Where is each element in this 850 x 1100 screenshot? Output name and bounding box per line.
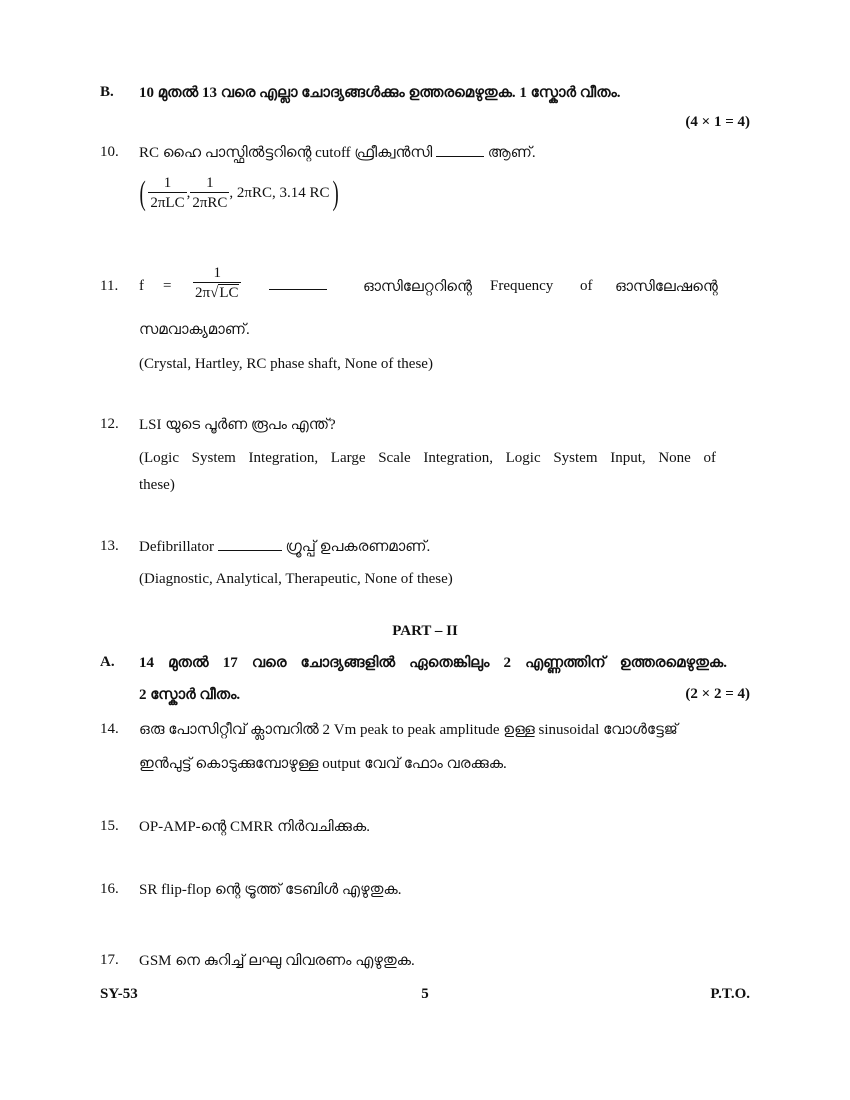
question-12-text: LSI യുടെ പൂർണ രൂപം എന്ത്? bbox=[139, 417, 336, 433]
section-b-marks: (4 × 1 = 4) bbox=[685, 114, 750, 130]
question-14-number: 14. bbox=[100, 721, 119, 737]
question-12-options-line-1: (Logic System Integration, Large Scale Integration, Logic System Input, None of bbox=[139, 450, 716, 466]
option-fraction-2: $\frac{1}{\text{2πRC}}$ bbox=[192, 175, 228, 211]
section-a-label: A. bbox=[100, 654, 115, 670]
question-10-number: 10. bbox=[100, 144, 119, 160]
question-17-number: 17. bbox=[100, 952, 119, 968]
section-a-instruction: 14 മുതൽ 17 വരെ ചോദ്യങ്ങളിൽ ഏതെങ്കിലും 2 എണ്ണത്തിന് ഉത്തരമെഴുതുക. bbox=[139, 655, 727, 671]
section-b-label: B. bbox=[100, 84, 114, 100]
question-11-word-2: Frequency bbox=[490, 278, 554, 294]
footer-pto: P.T.O. bbox=[710, 986, 750, 1002]
question-11-word-3: of bbox=[580, 278, 593, 294]
question-16-number: 16. bbox=[100, 881, 119, 897]
formula-fraction: $\frac{1}{2\pi√LC}$ bbox=[193, 264, 241, 303]
question-12-number: 12. bbox=[100, 416, 119, 432]
formula-f: f bbox=[139, 278, 144, 294]
question-15-text: OP-AMP-ന്റെ CMRR നിർവചിക്കുക. bbox=[139, 819, 370, 835]
answer-blank bbox=[269, 278, 327, 295]
section-a-score: 2 സ്കോർ വീതം. bbox=[139, 687, 241, 703]
question-13-text: Defibrillator ഗ്രൂപ്പ് ഉപകരണമാണ്. bbox=[139, 539, 431, 555]
answer-blank bbox=[436, 155, 484, 157]
question-10-text: RC ഹൈ പാസ്ഫിൽട്ടറിന്റെ cutoff ഫ്രീക്വൻസി ആണ്. bbox=[139, 145, 536, 161]
question-17-text: GSM നെ കുറിച്ച് ലഘു വിവരണം എഴുതുക. bbox=[139, 953, 415, 969]
question-14-line-1: ഒരു പോസിറ്റീവ് ക്ലാമ്പറിൽ 2 Vm peak to peak amplitude ഉള്ള sinusoidal വോൾട്ടേജ് bbox=[139, 722, 678, 738]
question-11-word-4: ഓസിലേഷന്റെ bbox=[615, 279, 718, 295]
question-11-number: 11. bbox=[100, 278, 119, 294]
answer-blank bbox=[218, 549, 282, 551]
formula-equals: = bbox=[163, 278, 172, 294]
question-10-options: ( $\frac{1}{\text{2πLC}}$ , $\frac{1}{\text{2πRC}}$ , 2πRC, 3.14 RC) bbox=[139, 174, 339, 212]
question-14-line-2: ഇൻപുട്ട് കൊടുക്കുമ്പോഴുള്ള output വേവ് ഫോം വരക്കുക. bbox=[139, 756, 507, 772]
section-b-instruction: 10 മുതൽ 13 വരെ എല്ലാ ചോദ്യങ്ങൾക്കും ഉത്തരമെഴുതുക. 1 സ്കോർ വീതം. bbox=[139, 85, 621, 101]
page-number: 5 bbox=[421, 986, 429, 1002]
question-16-text: SR flip-flop ന്റെ ട്രൂത്ത് ടേബിൾ എഴുതുക. bbox=[139, 882, 402, 898]
footer-code: SY-53 bbox=[100, 986, 138, 1002]
open-paren: ( bbox=[139, 174, 146, 212]
question-13-number: 13. bbox=[100, 538, 119, 554]
question-11-options: (Crystal, Hartley, RC phase shaft, None of these) bbox=[139, 356, 433, 372]
question-13-options: (Diagnostic, Analytical, Therapeutic, None of these) bbox=[139, 571, 453, 587]
close-paren: ) bbox=[332, 174, 339, 212]
question-11-line-2: സമവാക്യമാണ്. bbox=[139, 322, 250, 338]
part-title: PART – II bbox=[392, 623, 458, 639]
question-12-options-line-2: these) bbox=[139, 477, 175, 493]
option-fraction-1: $\frac{1}{\text{2πLC}}$ bbox=[150, 175, 185, 211]
question-15-number: 15. bbox=[100, 818, 119, 834]
section-a-marks: (2 × 2 = 4) bbox=[685, 686, 750, 702]
question-11-word-1: ഓസിലേറ്ററിന്റെ bbox=[363, 279, 472, 295]
